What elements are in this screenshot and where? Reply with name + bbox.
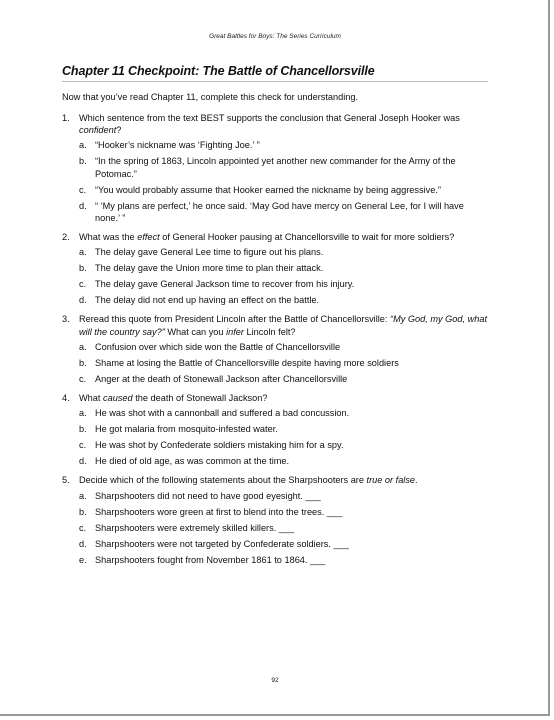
answer-option — [79, 407, 490, 419]
option-text: “Hooker’s nickname was ‘Fighting Joe.’ ” — [95, 140, 260, 151]
option-text: Sharpshooters were not targeted by Confederate soldiers. ___ — [95, 538, 349, 549]
option-letter: a. — [79, 408, 87, 419]
answer-option — [79, 538, 490, 550]
plain-text: Decide which of the following statements about the Sharpshooters are — [79, 475, 367, 486]
answer-option — [79, 357, 490, 369]
option-text: Sharpshooters did not need to have good eyesight. ___ — [95, 490, 321, 501]
option-text: Sharpshooters fought from November 1861 to 1864. ___ — [95, 554, 326, 565]
chapter-title: Chapter 11 Checkpoint: The Battle of Chancellorsville — [62, 64, 488, 82]
emphasis-text: effect — [137, 232, 160, 243]
option-text: “In the spring of 1863, Lincoln appointed yet another new commander for the Army of the Potomac.” — [95, 156, 456, 179]
answer-option — [79, 246, 490, 258]
option-letter: b. — [79, 156, 87, 167]
option-text: Sharpshooters were extremely skilled killers. ___ — [95, 522, 295, 533]
answer-option — [79, 155, 490, 179]
question-4 — [62, 392, 490, 467]
option-letter: c. — [79, 373, 87, 384]
option-text: The delay gave the Union more time to plan their attack. — [95, 263, 324, 274]
plain-text: Reread this quote from President Lincoln after the Battle of Chancellorsville: — [79, 314, 391, 325]
question-number: 3. — [62, 314, 70, 325]
option-letter: d. — [79, 200, 87, 211]
plain-text: What — [79, 393, 103, 404]
option-letter: a. — [79, 341, 87, 352]
emphasis-text: true or false — [366, 475, 416, 486]
plain-text: Which sentence from the text BEST supports the conclusion that General Joseph Hooker was — [79, 113, 460, 123]
question-text — [79, 474, 490, 486]
answer-option — [79, 184, 490, 196]
question-number: 1. — [62, 113, 70, 123]
plain-text: What was the — [79, 232, 138, 243]
question-number: 2. — [62, 232, 70, 243]
emphasis-text: caused — [103, 393, 133, 404]
answer-option — [79, 139, 490, 151]
option-letter: a. — [79, 490, 87, 501]
option-text: The delay gave General Lee time to figure out his plans. — [95, 247, 324, 258]
option-text: “ ‘My plans are perfect,’ he once said. ‘May God have mercy on General Lee, for I will have none.’ ” — [95, 200, 464, 223]
emphasis-text: infer — [226, 326, 244, 337]
option-letter: d. — [79, 295, 87, 306]
option-letter: d. — [79, 456, 87, 467]
answer-option — [79, 490, 490, 502]
option-letter: d. — [79, 538, 87, 549]
plain-text: the death of Stonewall Jackson? — [132, 393, 268, 404]
option-text: He got malaria from mosquito-infested water. — [95, 424, 278, 435]
answer-option — [79, 294, 490, 306]
answer-option — [79, 200, 490, 224]
option-text: The delay gave General Jackson time to recover from his injury. — [95, 279, 355, 290]
option-text: He was shot with a cannonball and suffered a bad concussion. — [95, 408, 350, 419]
answer-option — [79, 455, 490, 467]
answer-option — [79, 554, 490, 566]
option-letter: c. — [79, 522, 87, 533]
option-text: “You would probably assume that Hooker earned the nickname by being aggressive.” — [95, 184, 441, 195]
question-2 — [62, 231, 490, 306]
question-text — [79, 231, 490, 243]
answer-option — [79, 278, 490, 290]
plain-text: of General Hooker pausing at Chancellorsville to wait for more soldiers? — [159, 232, 455, 243]
option-text: The delay did not end up having an effect on the battle. — [95, 295, 320, 306]
questions-list — [62, 112, 490, 573]
option-letter: b. — [79, 506, 87, 517]
question-number: 4. — [62, 393, 70, 404]
option-letter: a. — [79, 140, 87, 151]
question-3 — [62, 313, 490, 385]
question-5 — [62, 474, 490, 565]
answer-option — [79, 522, 490, 534]
answer-option — [79, 373, 490, 385]
option-text: He died of old age, as was common at the time. — [95, 456, 290, 467]
option-letter: a. — [79, 247, 87, 258]
answer-option — [79, 439, 490, 451]
question-text — [79, 313, 490, 337]
emphasis-text: “My God, my God, what will the country say?” — [79, 314, 488, 337]
option-text: Sharpshooters wore green at first to blend into the trees. ___ — [95, 506, 343, 517]
plain-text: Lincoln felt? — [243, 326, 296, 337]
plain-text: . — [415, 475, 418, 486]
option-letter: e. — [79, 554, 87, 565]
answer-option — [79, 341, 490, 353]
option-letter: c. — [79, 440, 87, 451]
answer-option — [79, 506, 490, 518]
option-letter: b. — [79, 357, 87, 368]
answer-option — [79, 262, 490, 274]
emphasis-text: confident — [79, 125, 117, 136]
option-text: Shame at losing the Battle of Chancellorsville despite having more soldiers — [95, 357, 399, 368]
intro-text: Now that you’ve read Chapter 11, complete this check for understanding. — [62, 92, 359, 102]
answer-option — [79, 423, 490, 435]
plain-text: ? — [116, 125, 122, 136]
option-letter: c. — [79, 184, 87, 195]
question-1 — [62, 112, 490, 224]
option-letter: b. — [79, 424, 87, 435]
question-number: 5. — [62, 475, 70, 486]
running-head: Great Battles for Boys: The Series Curriculum — [209, 33, 341, 40]
option-letter: c. — [79, 279, 87, 290]
option-text: Anger at the death of Stonewall Jackson after Chancellorsville — [95, 373, 348, 384]
option-text: He was shot by Confederate soldiers mistaking him for a spy. — [95, 440, 344, 451]
page-number: 92 — [271, 677, 279, 684]
plain-text: What can you — [164, 326, 227, 337]
question-text — [79, 392, 490, 404]
option-text: Confusion over which side won the Battle of Chancellorsville — [95, 341, 341, 352]
option-letter: b. — [79, 263, 87, 274]
question-text — [79, 112, 490, 136]
